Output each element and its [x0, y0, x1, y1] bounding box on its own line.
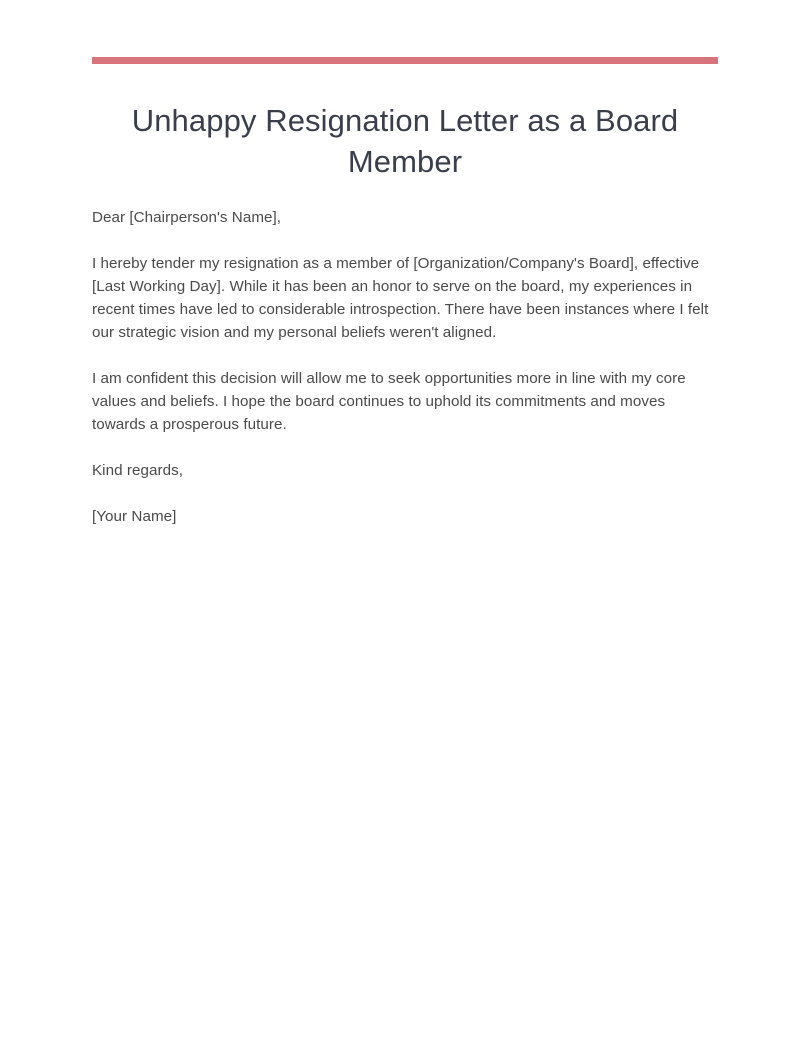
letter-body: [92, 206, 718, 528]
document-content: [92, 100, 718, 528]
letter-paragraph: I hereby tender my resignation as a member of [Organization/Company's Board], effective [Last Working Day]. While it has been an honor to serve on the board, my experiences in recent times have led to considerable introspection. There have been instances where I felt our strategic vision and my personal beliefs weren't aligned.: [92, 255, 709, 341]
letter-paragraph: I am confident this decision will allow me to seek opportunities more in line with my core values and beliefs. I hope the board continues to uphold its commitments and moves towards a prosperous future.: [92, 370, 686, 433]
accent-rule-divider: [92, 57, 718, 64]
letter-signature: [Your Name]: [92, 508, 177, 525]
page-title: Unhappy Resignation Letter as a Board Member: [131, 103, 679, 179]
letter-closing: Kind regards,: [92, 462, 183, 479]
letter-salutation: Dear [Chairperson's Name],: [92, 209, 282, 226]
